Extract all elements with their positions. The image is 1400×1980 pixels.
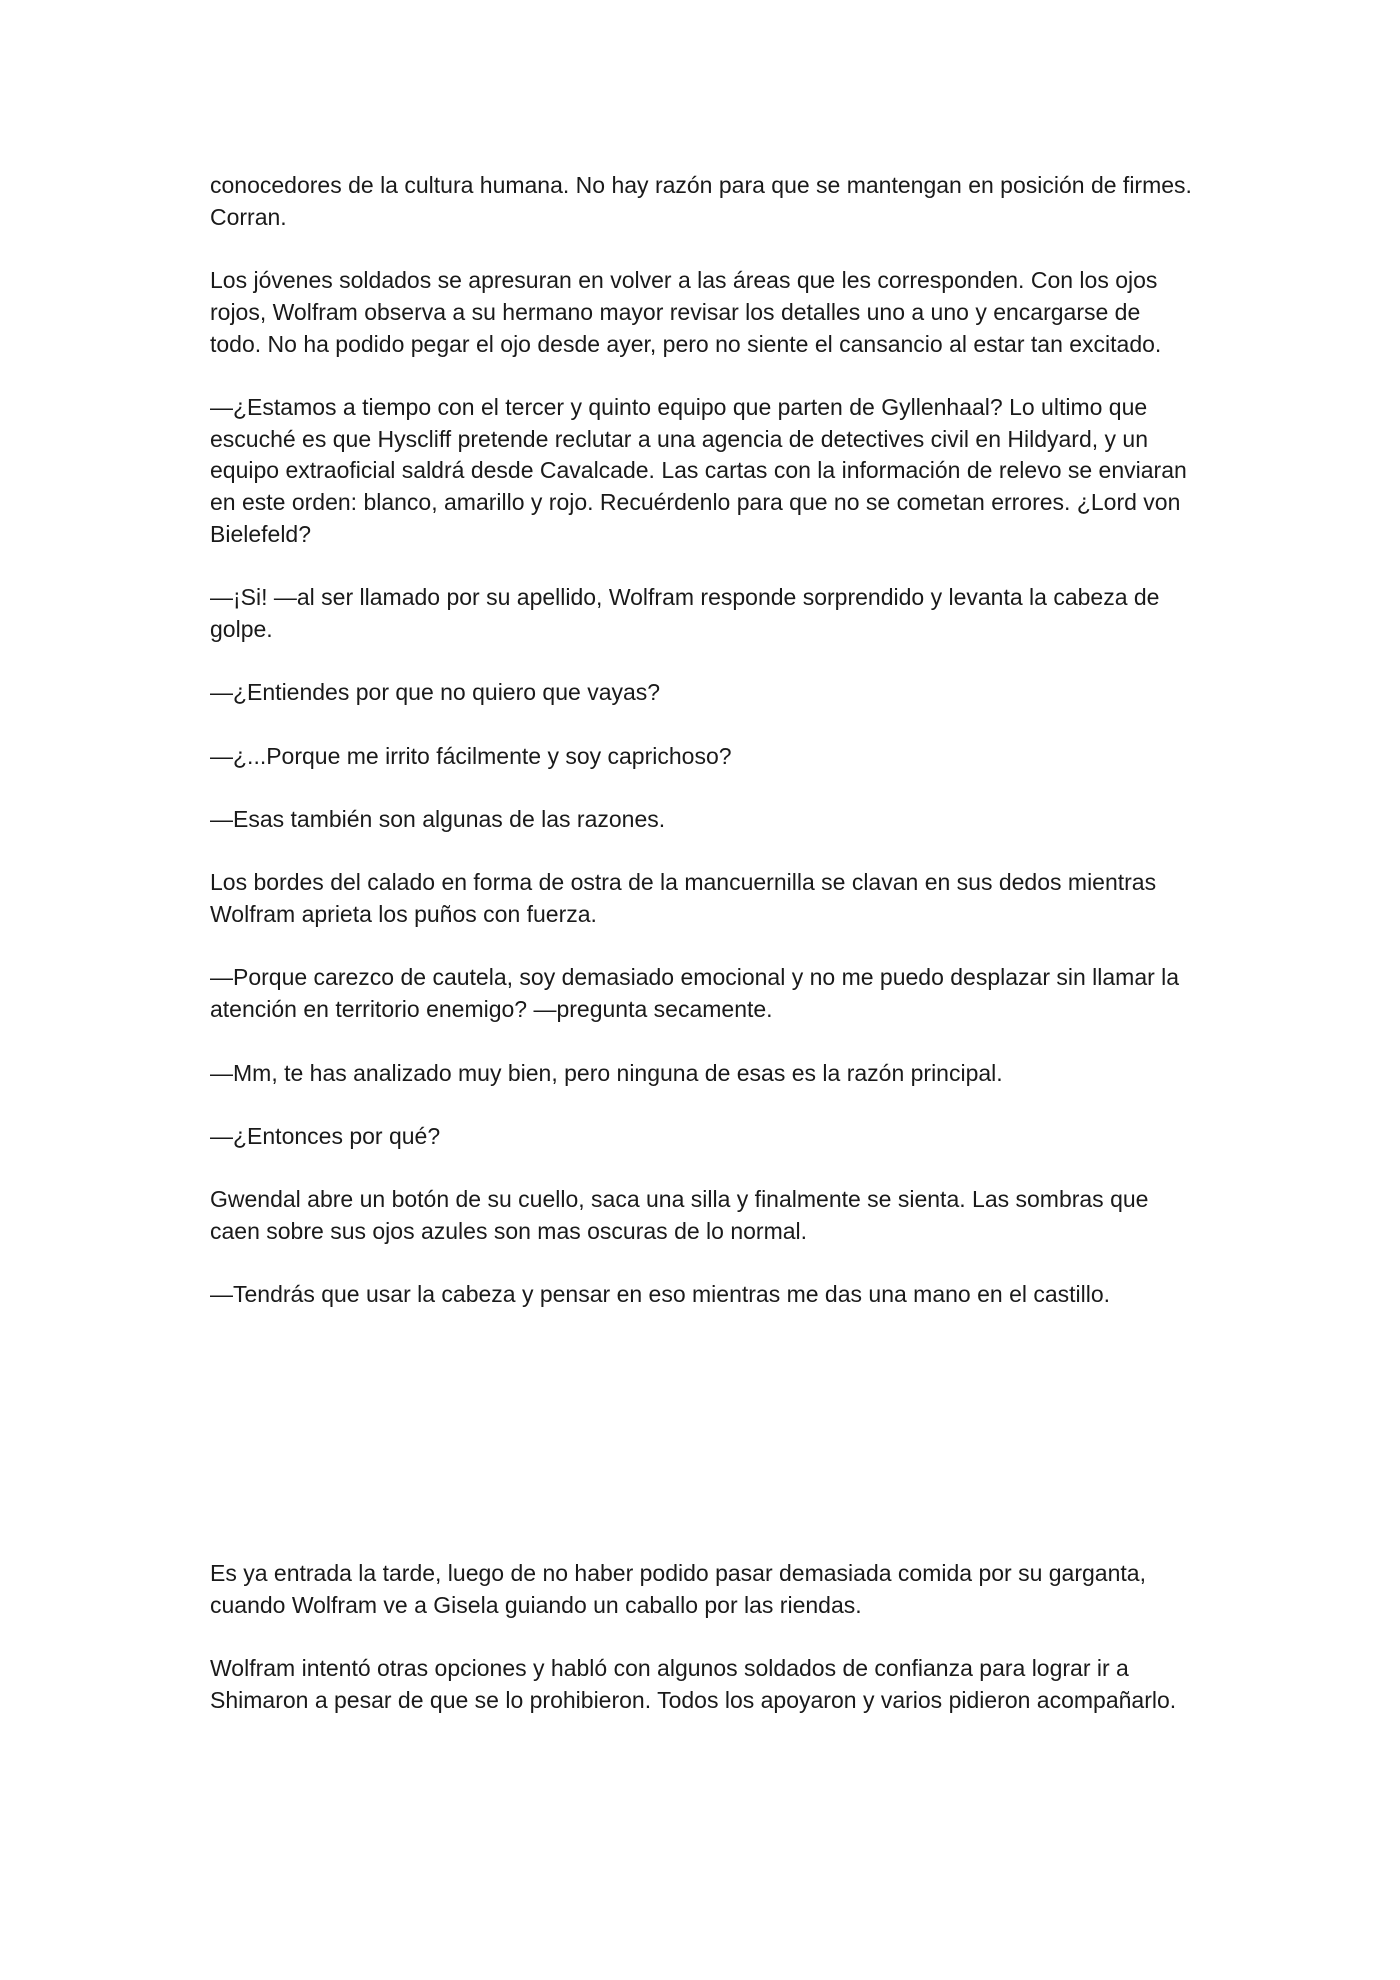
paragraph: —Porque carezco de cautela, soy demasiado emocional y no me puedo desplazar sin llamar la atención en territorio enemigo? —pregunta secamente. — [210, 964, 1180, 1023]
paragraph: —¿Estamos a tiempo con el tercer y quinto equipo que parten de Gyllenhaal? Lo ultimo que escuché es que Hyscliff pretende reclutar a una agencia de detectives civil en Hildyard, y un equipo extraoficial saldrá desde Cavalcade. Las cartas con la información de relevo se enviaran en este orden: blanco, amarillo y rojo. Recuérdenlo para que no se cometan errores. ¿Lord von Bielefeld? — [210, 393, 1187, 547]
paragraph: —Tendrás que usar la cabeza y pensar en eso mientras me das una mano en el castillo. — [210, 1281, 1111, 1308]
text-section-top — [210, 170, 1195, 1343]
paragraph: Gwendal abre un botón de su cuello, saca una silla y finalmente se sienta. Las sombras que caen sobre sus ojos azules son mas oscuras de lo normal. — [210, 1186, 1149, 1245]
paragraph: Los bordes del calado en forma de ostra de la mancuernilla se clavan en sus dedos mientras Wolfram aprieta los puños con fuerza. — [210, 869, 1157, 928]
paragraph: —Mm, te has analizado muy bien, pero ninguna de esas es la razón principal. — [210, 1059, 1003, 1086]
paragraph: —¿Entiendes por que no quiero que vayas? — [210, 679, 661, 706]
paragraph: Los jóvenes soldados se apresuran en volver a las áreas que les corresponden. Con los ojos rojos, Wolfram observa a su hermano mayor revisar los detalles uno a uno y encargarse de todo. No ha podido pegar el ojo desde ayer, pero no siente el cansancio al estar tan excitado. — [210, 267, 1162, 357]
paragraph: Es ya entrada la tarde, luego de no haber podido pasar demasiada comida por su garganta, cuando Wolfram ve a Gisela guiando un caballo por las riendas. — [210, 1560, 1146, 1618]
text-section-bottom — [210, 1558, 1195, 1748]
paragraph: —¿Entonces por qué? — [210, 1122, 441, 1149]
paragraph: —¡Si! —al ser llamado por su apellido, Wolfram responde sorprendido y levanta la cabeza de golpe. — [210, 584, 1160, 642]
paragraph: conocedores de la cultura humana. No hay razón para que se mantengan en posición de firmes. Corran. — [210, 172, 1192, 230]
paragraph: —Esas también son algunas de las razones. — [210, 805, 666, 832]
paragraph: —¿...Porque me irrito fácilmente y soy caprichoso? — [210, 742, 732, 769]
paragraph: Wolfram intentó otras opciones y habló con algunos soldados de confianza para lograr ir a Shimaron a pesar de que se lo prohibieron. Todos los apoyaron y varios pidieron acompañarlo. — [210, 1655, 1177, 1713]
